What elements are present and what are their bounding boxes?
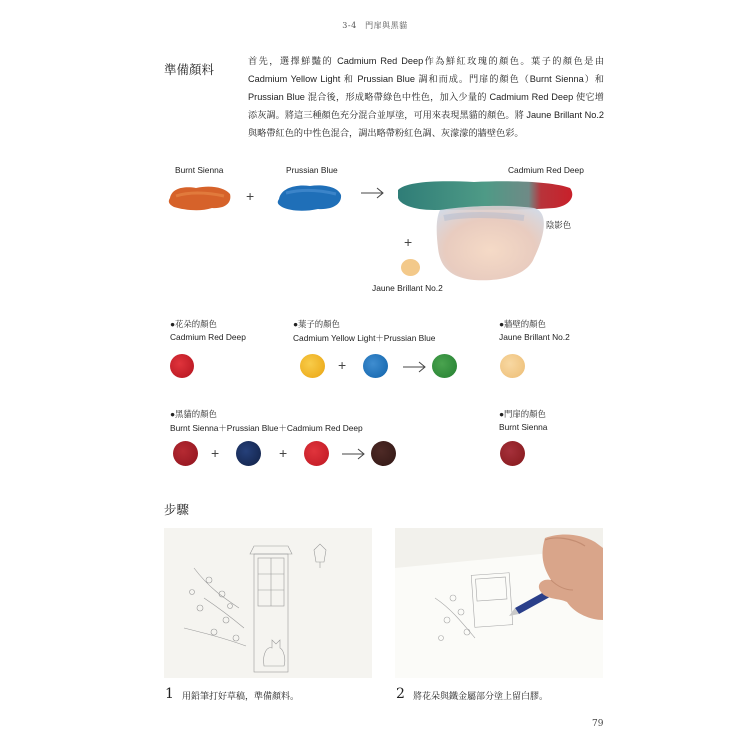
label-jaune-brillant: Jaune Brillant No.2 (372, 283, 443, 293)
cat-red-swatch (173, 441, 198, 466)
step-1-number: 1 (165, 686, 174, 702)
palette-wall-recipe: Jaune Brillant No.2 (499, 332, 570, 342)
plus-sign-2: + (404, 234, 413, 250)
palette-door-recipe: Burnt Sienna (499, 422, 548, 432)
palette-leaf-recipe: Cadmium Yellow Light＋Prussian Blue (293, 333, 436, 343)
label-cadmium-red-deep: Cadmium Red Deep (508, 165, 584, 175)
step-2-number: 2 (396, 686, 405, 702)
step-2-caption: 將花朵與鐵金屬部分塗上留白膠。 (413, 691, 549, 701)
palette-leaf-heading: ●葉子的顏色 (293, 319, 340, 329)
prussian-blue-stroke (276, 181, 344, 215)
cat-plus-2: + (279, 445, 288, 461)
palette-wall-heading: ●牆壁的顏色 (499, 319, 546, 329)
hand-masking-illustration (395, 528, 603, 678)
wall-swatch (500, 354, 525, 378)
label-prussian-blue: Prussian Blue (286, 165, 338, 175)
cat-blue-swatch (236, 441, 261, 466)
label-shadow-color: 陰影色 (546, 220, 572, 230)
palette-flower-heading: ●花朵的顏色 (170, 319, 217, 329)
mixed-color-wash (394, 178, 578, 288)
leaf-plus: + (338, 357, 347, 373)
palette-cat-heading: ●黑貓的顏色 (170, 409, 217, 419)
jaune-dab (401, 259, 420, 276)
palette-door-heading: ●門扉的顏色 (499, 409, 546, 419)
flower-swatch (170, 354, 194, 378)
leaf-green-swatch (432, 354, 457, 378)
palette-flower-recipe: Cadmium Red Deep (170, 332, 246, 342)
step-2-photo (395, 528, 603, 678)
burnt-sienna-stroke (166, 182, 234, 214)
pencil-sketch-illustration (164, 528, 372, 678)
running-header: 3-4 門扉與黑貓 (342, 21, 408, 30)
steps-title: 步驟 (164, 502, 190, 517)
plus-sign: + (246, 188, 255, 204)
step-1-photo (164, 528, 372, 678)
leaf-arrow (402, 360, 428, 374)
cat-arrow (341, 447, 367, 461)
cat-result-swatch (371, 441, 396, 466)
intro-paragraph: 首先，選擇鮮豔的 Cadmium Red Deep作為鮮紅玫瑰的顏色。葉子的顏色是由 Cadmium Yellow Light 和 Prussian Blue 調和而成。門扉的顏色（Burnt Sienna）和 Prussian Blue 混合後，形成略帶綠色中性色，加入少量的 Cadmium Red Deep 使它增添灰調。將這三種顏色充分混合並厚塗，可用來表現黑貓的顏色。將 Jaune Brillant No.2 與略帶紅色的中性色混合，調出略帶粉紅色調、灰濛濛的牆壁色彩。 (248, 56, 604, 138)
cat-cadmium-swatch (304, 441, 329, 466)
step-1-caption: 用鉛筆打好草稿，準備顏料。 (182, 691, 300, 701)
section-title: 準備顏料 (164, 62, 215, 77)
label-burnt-sienna: Burnt Sienna (175, 165, 224, 175)
page-number: 79 (592, 719, 604, 729)
leaf-blue-swatch (363, 354, 388, 378)
cat-plus-1: + (211, 445, 220, 461)
door-swatch (500, 441, 525, 466)
mix-arrow (360, 186, 386, 200)
leaf-yellow-swatch (300, 354, 325, 378)
palette-cat-recipe: Burnt Sienna＋Prussian Blue＋Cadmium Red Deep (170, 423, 363, 433)
